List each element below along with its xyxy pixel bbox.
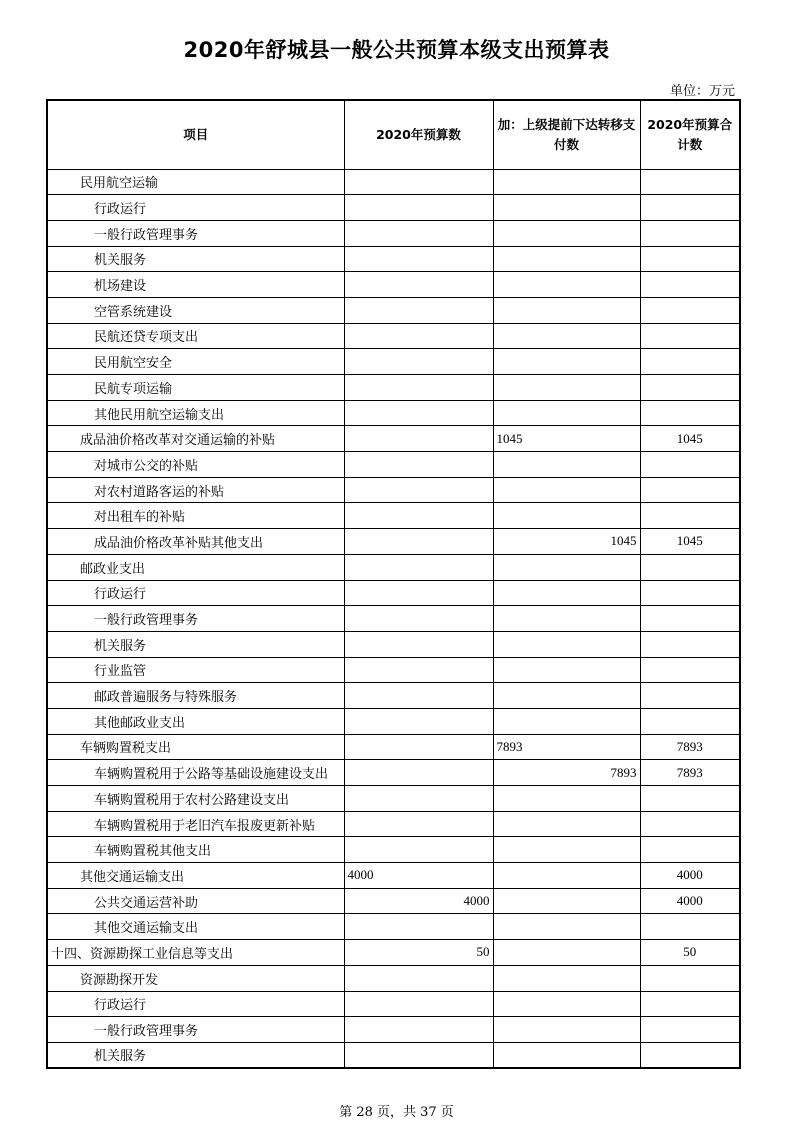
table-row bbox=[47, 349, 740, 375]
row-transfer-value bbox=[493, 169, 640, 195]
row-total-value bbox=[640, 811, 740, 837]
row-transfer-value bbox=[493, 708, 640, 734]
row-transfer-value bbox=[493, 349, 640, 375]
row-total-value bbox=[640, 786, 740, 812]
table-row bbox=[47, 888, 740, 914]
row-item-name: 邮政业支出 bbox=[47, 554, 344, 580]
row-transfer-value bbox=[493, 246, 640, 272]
page-title: 2020年舒城县一般公共预算本级支出预算表 bbox=[183, 38, 610, 62]
row-budget-value bbox=[344, 683, 493, 709]
row-total-value: 7893 bbox=[640, 760, 740, 786]
row-item-name: 成品油价格改革补贴其他支出 bbox=[47, 529, 344, 555]
row-budget-value bbox=[344, 708, 493, 734]
row-item-name: 一般行政管理事务 bbox=[47, 220, 344, 246]
row-transfer-value bbox=[493, 940, 640, 966]
row-transfer-value bbox=[493, 863, 640, 889]
row-total-value bbox=[640, 683, 740, 709]
row-transfer-value bbox=[493, 554, 640, 580]
row-transfer-value bbox=[493, 1017, 640, 1043]
row-item-name: 对城市公交的补贴 bbox=[47, 452, 344, 478]
row-total-value bbox=[640, 272, 740, 298]
row-budget-value: 4000 bbox=[344, 888, 493, 914]
row-transfer-value bbox=[493, 477, 640, 503]
table-row bbox=[47, 195, 740, 221]
table-row bbox=[47, 914, 740, 940]
row-item-name: 民用航空运输 bbox=[47, 169, 344, 195]
row-item-name: 民用航空安全 bbox=[47, 349, 344, 375]
table-row bbox=[47, 297, 740, 323]
row-total-value: 1045 bbox=[640, 426, 740, 452]
row-total-value bbox=[640, 195, 740, 221]
row-transfer-value bbox=[493, 220, 640, 246]
row-item-name: 成品油价格改革对交通运输的补贴 bbox=[47, 426, 344, 452]
row-item-name: 车辆购置税用于老旧汽车报废更新补贴 bbox=[47, 811, 344, 837]
row-transfer-value bbox=[493, 657, 640, 683]
row-budget-value bbox=[344, 837, 493, 863]
row-budget-value bbox=[344, 426, 493, 452]
row-total-value bbox=[640, 477, 740, 503]
row-total-value bbox=[640, 297, 740, 323]
row-budget-value bbox=[344, 323, 493, 349]
row-budget-value bbox=[344, 375, 493, 401]
row-budget-value bbox=[344, 297, 493, 323]
row-total-value bbox=[640, 323, 740, 349]
table-row bbox=[47, 631, 740, 657]
row-item-name: 其他邮政业支出 bbox=[47, 708, 344, 734]
row-transfer-value bbox=[493, 991, 640, 1017]
table-row bbox=[47, 323, 740, 349]
row-item-name: 行政运行 bbox=[47, 195, 344, 221]
table-row bbox=[47, 760, 740, 786]
table-row bbox=[47, 837, 740, 863]
table-row bbox=[47, 529, 740, 555]
row-budget-value bbox=[344, 1042, 493, 1068]
row-item-name: 民航还贷专项支出 bbox=[47, 323, 344, 349]
row-budget-value bbox=[344, 246, 493, 272]
row-total-value: 1045 bbox=[640, 529, 740, 555]
row-budget-value bbox=[344, 1017, 493, 1043]
row-budget-value bbox=[344, 734, 493, 760]
table-row bbox=[47, 683, 740, 709]
row-total-value bbox=[640, 1042, 740, 1068]
row-total-value: 4000 bbox=[640, 863, 740, 889]
row-transfer-value bbox=[493, 888, 640, 914]
row-budget-value: 50 bbox=[344, 940, 493, 966]
table-row bbox=[47, 220, 740, 246]
table-row bbox=[47, 580, 740, 606]
row-transfer-value bbox=[493, 400, 640, 426]
table-row bbox=[47, 426, 740, 452]
row-transfer-value bbox=[493, 786, 640, 812]
row-budget-value: 4000 bbox=[344, 863, 493, 889]
row-item-name: 车辆购置税用于农村公路建设支出 bbox=[47, 786, 344, 812]
row-transfer-value bbox=[493, 323, 640, 349]
row-item-name: 机关服务 bbox=[47, 631, 344, 657]
row-budget-value bbox=[344, 220, 493, 246]
table-row bbox=[47, 477, 740, 503]
header-budget: 2020年预算数 bbox=[344, 100, 493, 169]
row-item-name: 邮政普遍服务与特殊服务 bbox=[47, 683, 344, 709]
row-total-value bbox=[640, 452, 740, 478]
row-budget-value bbox=[344, 606, 493, 632]
row-budget-value bbox=[344, 965, 493, 991]
row-total-value bbox=[640, 837, 740, 863]
row-total-value bbox=[640, 657, 740, 683]
row-budget-value bbox=[344, 991, 493, 1017]
row-transfer-value bbox=[493, 606, 640, 632]
row-item-name: 车辆购置税支出 bbox=[47, 734, 344, 760]
row-budget-value bbox=[344, 349, 493, 375]
row-item-name: 车辆购置税其他支出 bbox=[47, 837, 344, 863]
table-row bbox=[47, 554, 740, 580]
row-transfer-value bbox=[493, 452, 640, 478]
row-transfer-value: 1045 bbox=[493, 529, 640, 555]
row-budget-value bbox=[344, 631, 493, 657]
row-budget-value bbox=[344, 811, 493, 837]
table-row bbox=[47, 400, 740, 426]
row-transfer-value bbox=[493, 631, 640, 657]
row-item-name: 对农村道路客运的补贴 bbox=[47, 477, 344, 503]
row-item-name: 行业监管 bbox=[47, 657, 344, 683]
header-transfer: 加：上级提前下达转移支付数 bbox=[493, 100, 640, 169]
row-transfer-value bbox=[493, 965, 640, 991]
table-row bbox=[47, 965, 740, 991]
row-transfer-value bbox=[493, 375, 640, 401]
row-budget-value bbox=[344, 195, 493, 221]
row-item-name: 其他交通运输支出 bbox=[47, 863, 344, 889]
table-row bbox=[47, 606, 740, 632]
row-item-name: 公共交通运营补助 bbox=[47, 888, 344, 914]
row-transfer-value bbox=[493, 503, 640, 529]
row-item-name: 机场建设 bbox=[47, 272, 344, 298]
row-total-value bbox=[640, 708, 740, 734]
table-row bbox=[47, 503, 740, 529]
row-transfer-value: 7893 bbox=[493, 760, 640, 786]
row-budget-value bbox=[344, 169, 493, 195]
row-budget-value bbox=[344, 580, 493, 606]
row-item-name: 行政运行 bbox=[47, 991, 344, 1017]
row-budget-value bbox=[344, 554, 493, 580]
row-transfer-value: 1045 bbox=[493, 426, 640, 452]
table-row bbox=[47, 734, 740, 760]
row-item-name: 资源勘探开发 bbox=[47, 965, 344, 991]
row-transfer-value bbox=[493, 837, 640, 863]
page-footer: 第 28 页，共 37 页 bbox=[339, 1105, 454, 1120]
row-total-value bbox=[640, 965, 740, 991]
row-total-value bbox=[640, 991, 740, 1017]
table-row bbox=[47, 940, 740, 966]
table-row bbox=[47, 863, 740, 889]
row-total-value: 7893 bbox=[640, 734, 740, 760]
row-item-name: 车辆购置税用于公路等基础设施建设支出 bbox=[47, 760, 344, 786]
table-row bbox=[47, 657, 740, 683]
row-total-value: 50 bbox=[640, 940, 740, 966]
row-total-value bbox=[640, 631, 740, 657]
row-budget-value bbox=[344, 272, 493, 298]
row-item-name: 其他民用航空运输支出 bbox=[47, 400, 344, 426]
table-row bbox=[47, 169, 740, 195]
row-item-name: 行政运行 bbox=[47, 580, 344, 606]
row-total-value bbox=[640, 1017, 740, 1043]
row-total-value: 4000 bbox=[640, 888, 740, 914]
unit-label: 单位：万元 bbox=[669, 84, 735, 99]
row-budget-value bbox=[344, 914, 493, 940]
row-total-value bbox=[640, 606, 740, 632]
row-transfer-value bbox=[493, 914, 640, 940]
row-budget-value bbox=[344, 760, 493, 786]
row-total-value bbox=[640, 246, 740, 272]
row-total-value bbox=[640, 580, 740, 606]
row-item-name: 其他交通运输支出 bbox=[47, 914, 344, 940]
row-total-value bbox=[640, 503, 740, 529]
row-budget-value bbox=[344, 657, 493, 683]
table-body bbox=[47, 169, 740, 1068]
table-row bbox=[47, 246, 740, 272]
row-transfer-value bbox=[493, 195, 640, 221]
header-total: 2020年预算合计数 bbox=[640, 100, 740, 169]
row-transfer-value: 7893 bbox=[493, 734, 640, 760]
row-item-name: 一般行政管理事务 bbox=[47, 1017, 344, 1043]
row-budget-value bbox=[344, 529, 493, 555]
row-item-name: 对出租车的补贴 bbox=[47, 503, 344, 529]
table-row bbox=[47, 452, 740, 478]
table-row bbox=[47, 272, 740, 298]
row-budget-value bbox=[344, 477, 493, 503]
row-total-value bbox=[640, 220, 740, 246]
row-budget-value bbox=[344, 400, 493, 426]
row-item-name: 空管系统建设 bbox=[47, 297, 344, 323]
table-header-row bbox=[47, 100, 740, 169]
row-item-name: 十四、资源勘探工业信息等支出 bbox=[47, 940, 344, 966]
row-item-name: 机关服务 bbox=[47, 246, 344, 272]
table-row bbox=[47, 786, 740, 812]
row-budget-value bbox=[344, 503, 493, 529]
row-budget-value bbox=[344, 452, 493, 478]
row-transfer-value bbox=[493, 580, 640, 606]
row-total-value bbox=[640, 554, 740, 580]
row-total-value bbox=[640, 375, 740, 401]
row-transfer-value bbox=[493, 1042, 640, 1068]
header-item: 项目 bbox=[47, 100, 344, 169]
row-transfer-value bbox=[493, 683, 640, 709]
row-total-value bbox=[640, 400, 740, 426]
table-row bbox=[47, 811, 740, 837]
table-row bbox=[47, 708, 740, 734]
table-row bbox=[47, 1042, 740, 1068]
row-budget-value bbox=[344, 786, 493, 812]
table-row bbox=[47, 991, 740, 1017]
row-transfer-value bbox=[493, 272, 640, 298]
table-row bbox=[47, 1017, 740, 1043]
row-total-value bbox=[640, 914, 740, 940]
row-total-value bbox=[640, 349, 740, 375]
row-item-name: 一般行政管理事务 bbox=[47, 606, 344, 632]
row-transfer-value bbox=[493, 297, 640, 323]
row-total-value bbox=[640, 169, 740, 195]
row-item-name: 机关服务 bbox=[47, 1042, 344, 1068]
budget-table bbox=[46, 99, 741, 1069]
row-item-name: 民航专项运输 bbox=[47, 375, 344, 401]
table-row bbox=[47, 375, 740, 401]
row-transfer-value bbox=[493, 811, 640, 837]
